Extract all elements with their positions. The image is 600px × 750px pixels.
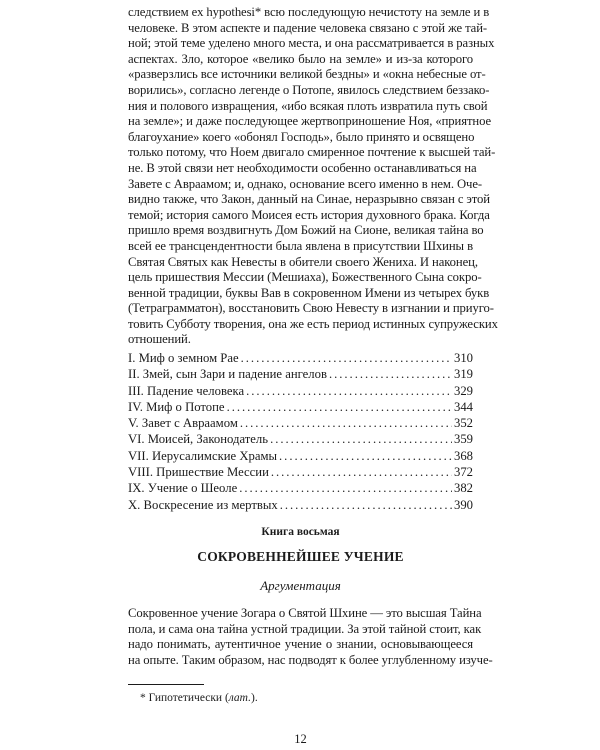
text-line: человеке. В этом аспекте и падение человека связано с этой же тай- — [128, 20, 488, 35]
toc-entry — [128, 383, 473, 399]
text-line: цель пришествия Мессии (Мешиаха), Божественного Сына сокро- — [128, 270, 482, 285]
toc-page: 382 — [453, 481, 473, 496]
table-of-contents — [128, 350, 473, 513]
toc-leader — [329, 366, 452, 382]
toc-page: 359 — [453, 432, 473, 447]
text-line: (Тетраграмматон), восстановить Свою Невесту в изгнании и приуго- — [128, 301, 494, 316]
text-line: на земле»; и даже последующее жертвоприношение Ноя, «приятное — [128, 114, 492, 129]
footnote-end: ). — [251, 692, 258, 704]
text-line: Святая Святых как Невесты в обители своего Жениха. И наконец, — [128, 254, 478, 269]
footnote-text: Гипотетически ( — [148, 692, 229, 704]
book-title: СОКРОВЕННЕЙШЕЕ УЧЕНИЕ — [197, 549, 404, 564]
toc-leader — [271, 464, 452, 480]
text-line: «разверзлись все источники великой бездны» и «окна небесные от- — [128, 67, 486, 82]
toc-leader — [279, 448, 452, 464]
toc-entry — [128, 366, 473, 382]
footnote-divider — [128, 684, 204, 685]
footnote-marker: * — [140, 692, 146, 704]
toc-entry — [128, 350, 473, 366]
toc-page: 319 — [453, 367, 473, 382]
text-line: темой; история самого Моисея есть история духовного брака. Когда — [128, 207, 490, 222]
text-line: благоухание» коего «обонял Господь», было принято и освящено — [128, 129, 475, 144]
toc-entry — [128, 464, 473, 480]
toc-page: 344 — [453, 399, 473, 414]
text-line: пришло время воздвигнуть Дом Божий на Сионе, великая тайна во — [128, 223, 484, 238]
toc-title: I. Миф о земном Рае — [128, 351, 239, 365]
text-line: отношений. — [128, 332, 191, 347]
footnote-italic: лат. — [228, 692, 252, 704]
toc-title: IV. Миф о Потопе — [128, 399, 225, 414]
toc-page: 390 — [453, 497, 473, 512]
text-line: товить Субботу творения, она же есть период истинных супружеских — [128, 316, 498, 331]
toc-leader — [246, 383, 452, 399]
toc-title: II. Змей, сын Зари и падение ангелов — [128, 367, 327, 382]
text-line: пола, и сама она тайна устной традиции. За этой тайной стоит, как — [128, 621, 482, 636]
text-line: аспектах. Зло, которое «велико было на земле» и из-за которого — [128, 51, 473, 66]
argument-paragraph — [128, 606, 493, 668]
intro-paragraph — [128, 5, 498, 348]
text-line: видно также, что Закон, данный на Синае, неразрывно связан с этой — [128, 192, 490, 207]
text-line: всей ее трансцендентности была явлена в присутствии Шхины в — [128, 238, 473, 253]
toc-entry — [128, 448, 473, 464]
toc-title: IX. Учение о Шеоле — [128, 481, 238, 496]
text-line: ния и полового извращения, «ибо всякая плоть извратила путь свой — [128, 98, 488, 113]
text-line: не. В этой связи нет необходимости особенно останавливаться на — [128, 160, 477, 175]
book-label: Книга восьмая — [261, 526, 340, 538]
toc-title: VII. Иерусалимские Храмы — [128, 448, 278, 463]
toc-page: 352 — [453, 416, 473, 431]
text-line: надо понимать, аутентичное учение о знании, основывающееся — [128, 637, 473, 652]
toc-entry — [128, 497, 473, 513]
toc-leader — [240, 415, 452, 431]
toc-leader — [280, 497, 452, 513]
text-line: только потому, что Ноем двигало смиренное почтение к высшей тай- — [128, 145, 496, 160]
text-line: Завете с Авраамом; и, однако, основание всего именно в нем. Оче- — [128, 176, 482, 191]
toc-entry — [128, 431, 473, 447]
toc-leader — [239, 480, 452, 496]
toc-entry — [128, 415, 473, 431]
toc-entry — [128, 480, 473, 496]
toc-entry — [128, 399, 473, 415]
toc-title: VI. Моисей, Законодатель — [128, 432, 269, 447]
footnote — [140, 692, 258, 704]
text-line: ворились», согласно легенде о Потопе, явилось следствием беззако- — [128, 82, 490, 97]
toc-page: 368 — [453, 448, 473, 463]
toc-title: III. Падение человека — [128, 383, 245, 398]
argument-label: Аргументация — [260, 578, 341, 593]
toc-title: VIII. Пришествие Мессии — [128, 465, 269, 480]
text-line: следствием ex hypothesi* всю последующую нечистоту на земле и в — [128, 5, 490, 19]
toc-leader — [270, 431, 452, 447]
text-line: Сокровенное учение Зогара о Святой Шхине — это высшая Тайна — [128, 606, 482, 620]
toc-leader — [227, 399, 452, 415]
text-line: венной традиции, буквы Вав в сокровенном Имени из четырех букв — [128, 285, 490, 300]
text-line: ной; этой теме уделено много места, и она рассматривается в разных — [128, 36, 495, 51]
toc-title: V. Завет с Авраамом — [128, 416, 238, 431]
page-number: 12 — [294, 732, 307, 746]
text-line: на опыте. Таким образом, нас подводят к более углубленному изуче- — [128, 652, 493, 667]
toc-title: X. Воскресение из мертвых — [128, 497, 278, 512]
toc-page: 329 — [453, 383, 473, 398]
toc-page: 372 — [453, 465, 473, 480]
toc-leader — [241, 350, 452, 366]
toc-page: 310 — [453, 351, 473, 365]
